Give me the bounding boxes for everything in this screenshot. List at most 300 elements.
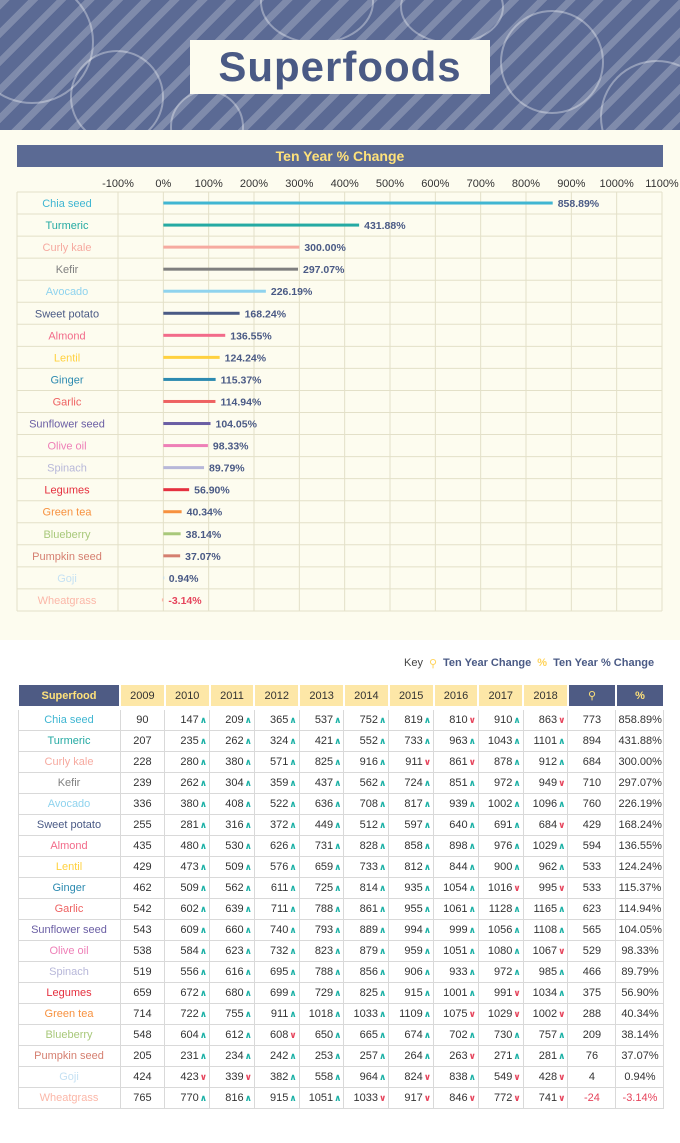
ten-year-change: -24 <box>568 1088 616 1109</box>
up-arrow-icon: ∧ <box>378 904 387 914</box>
year-value: 793 <box>314 924 334 936</box>
year-value: 462 <box>133 882 152 894</box>
year-value: 939 <box>449 798 468 810</box>
year-value: 449 <box>314 819 334 831</box>
year-value-cell <box>299 1046 344 1067</box>
year-value: 691 <box>494 819 513 831</box>
year-value-cell <box>434 1025 479 1046</box>
up-arrow-icon: ∧ <box>199 1093 208 1103</box>
up-arrow-icon: ∧ <box>513 736 521 746</box>
data-table <box>17 683 665 1109</box>
year-value-cell <box>523 899 568 920</box>
ten-year-change: 684 <box>568 752 616 773</box>
down-arrow-icon: ∨ <box>244 1072 252 1082</box>
column-header-superfood: Superfood <box>18 684 120 708</box>
key-change-label: Ten Year Change <box>443 657 532 669</box>
year-value-cell <box>478 899 523 920</box>
up-arrow-icon: ∧ <box>244 904 252 914</box>
down-arrow-icon: ∨ <box>558 883 566 893</box>
year-value: 659 <box>133 987 152 999</box>
up-arrow-icon: ∧ <box>513 841 521 851</box>
year-value: 612 <box>225 1029 244 1041</box>
bar <box>163 576 164 579</box>
year-value: 851 <box>449 777 468 789</box>
header-banner <box>0 0 680 130</box>
year-value-cell <box>254 731 299 752</box>
category-label: Curly kale <box>42 242 92 255</box>
year-value-cell <box>523 1004 568 1025</box>
year-value-cell <box>478 1088 523 1109</box>
year-value: 825 <box>314 756 334 768</box>
table-header-row <box>18 684 664 708</box>
bar-chart <box>0 170 680 615</box>
year-value: 1002 <box>487 798 513 810</box>
year-value: 636 <box>314 798 334 810</box>
year-value: 239 <box>133 777 152 789</box>
up-arrow-icon: ∧ <box>513 925 521 935</box>
up-arrow-icon: ∧ <box>423 1030 432 1040</box>
table-row <box>18 815 664 836</box>
year-value-cell <box>254 794 299 815</box>
year-value-cell <box>120 708 165 731</box>
year-value: 1043 <box>487 735 513 747</box>
year-value: 424 <box>133 1071 152 1083</box>
year-value: 1054 <box>443 882 468 894</box>
year-value: 819 <box>404 714 423 726</box>
up-arrow-icon: ∧ <box>558 862 566 872</box>
up-arrow-icon: ∧ <box>334 778 342 788</box>
year-value: 916 <box>359 756 378 768</box>
year-value-cell <box>254 815 299 836</box>
key-pct-label: Ten Year % Change <box>553 657 655 669</box>
year-value: 207 <box>133 735 152 747</box>
table-row <box>18 983 664 1004</box>
up-arrow-icon: ∧ <box>334 820 342 830</box>
up-arrow-icon: ∧ <box>378 1030 387 1040</box>
year-value: 234 <box>225 1050 244 1062</box>
year-value-cell <box>344 1025 389 1046</box>
year-value: 428 <box>538 1071 558 1083</box>
row-name: Turmeric <box>18 731 120 752</box>
year-value: 674 <box>404 1029 423 1041</box>
year-value-cell <box>344 878 389 899</box>
search-icon: ⚲ <box>587 690 596 702</box>
year-value-cell <box>254 708 299 731</box>
table-row <box>18 794 664 815</box>
year-value-cell <box>254 941 299 962</box>
up-arrow-icon: ∧ <box>199 736 208 746</box>
year-value: 659 <box>314 861 334 873</box>
year-value-cell <box>478 920 523 941</box>
up-arrow-icon: ∧ <box>423 862 432 872</box>
year-value: 90 <box>136 714 149 726</box>
year-value: 665 <box>359 1029 378 1041</box>
up-arrow-icon: ∧ <box>468 967 476 977</box>
year-value: 935 <box>404 882 423 894</box>
chart-title: Ten Year % Change <box>17 145 663 167</box>
year-value: 537 <box>314 714 334 726</box>
bar <box>163 532 180 535</box>
year-value-cell <box>165 794 210 815</box>
year-value: 480 <box>180 840 199 852</box>
year-value: 616 <box>225 966 244 978</box>
year-value-cell <box>434 899 479 920</box>
year-value-cell <box>523 878 568 899</box>
x-tick-label: 0% <box>155 178 172 190</box>
bar <box>163 378 215 381</box>
year-value: 1018 <box>308 1008 334 1020</box>
up-arrow-icon: ∧ <box>244 925 252 935</box>
column-header-year: 2018 <box>523 684 568 708</box>
up-arrow-icon: ∧ <box>244 1093 252 1103</box>
year-value-cell <box>254 920 299 941</box>
year-value: 380 <box>180 798 199 810</box>
year-value: 964 <box>359 1071 378 1083</box>
year-value-cell <box>434 1046 479 1067</box>
year-value: 949 <box>538 777 558 789</box>
down-arrow-icon: ∨ <box>468 1051 476 1061</box>
year-value-cell <box>389 794 434 815</box>
year-value-cell <box>478 1025 523 1046</box>
up-arrow-icon: ∧ <box>378 757 387 767</box>
up-arrow-icon: ∧ <box>468 925 476 935</box>
year-value-cell <box>210 708 255 731</box>
row-name: Blueberry <box>18 1025 120 1046</box>
category-label: Kefir <box>55 264 79 277</box>
year-value-cell <box>120 752 165 773</box>
year-value-cell <box>523 1046 568 1067</box>
year-value-cell <box>299 941 344 962</box>
year-value-cell <box>165 920 210 941</box>
year-value: 788 <box>314 903 334 915</box>
up-arrow-icon: ∧ <box>244 862 252 872</box>
year-value-cell <box>210 1067 255 1088</box>
year-value-cell <box>389 836 434 857</box>
up-arrow-icon: ∧ <box>513 1030 521 1040</box>
table-row <box>18 899 664 920</box>
year-value-cell <box>389 941 434 962</box>
bar <box>163 312 239 315</box>
year-value-cell <box>344 1067 389 1088</box>
year-value: 324 <box>270 735 289 747</box>
year-value-cell <box>434 962 479 983</box>
year-value-cell <box>389 920 434 941</box>
year-value: 814 <box>359 882 378 894</box>
data-label: 0.94% <box>168 572 199 585</box>
year-value-cell <box>299 878 344 899</box>
down-arrow-icon: ∨ <box>468 715 476 725</box>
year-value: 770 <box>180 1092 199 1104</box>
ten-year-pct-change: 115.37% <box>616 878 664 899</box>
year-value-cell <box>299 983 344 1004</box>
year-value-cell <box>120 794 165 815</box>
up-arrow-icon: ∧ <box>289 904 297 914</box>
up-arrow-icon: ∧ <box>468 862 476 872</box>
ten-year-pct-change: 431.88% <box>616 731 664 752</box>
year-value: 911 <box>270 1008 289 1020</box>
year-value-cell <box>165 941 210 962</box>
year-value-cell <box>478 752 523 773</box>
year-value-cell <box>478 962 523 983</box>
table-row <box>18 752 664 773</box>
year-value: 408 <box>225 798 244 810</box>
table-row <box>18 941 664 962</box>
year-value: 879 <box>359 945 378 957</box>
year-value-cell <box>120 815 165 836</box>
year-value: 912 <box>538 756 558 768</box>
up-arrow-icon: ∧ <box>244 988 252 998</box>
year-value: 972 <box>494 777 513 789</box>
data-label: 136.55% <box>230 330 272 343</box>
up-arrow-icon: ∧ <box>378 820 387 830</box>
year-value-cell <box>299 708 344 731</box>
year-value: 429 <box>133 861 152 873</box>
search-icon: ⚲ <box>428 657 438 670</box>
row-name: Green tea <box>18 1004 120 1025</box>
ten-year-pct-change: -3.14% <box>616 1088 664 1109</box>
year-value: 985 <box>538 966 558 978</box>
year-value-cell <box>254 1004 299 1025</box>
bar <box>163 246 299 249</box>
category-label: Pumpkin seed <box>32 550 102 563</box>
down-arrow-icon: ∨ <box>289 1030 297 1040</box>
up-arrow-icon: ∧ <box>244 757 252 767</box>
up-arrow-icon: ∧ <box>199 862 208 872</box>
year-value: 730 <box>494 1029 513 1041</box>
year-value-cell <box>523 1088 568 1109</box>
table-row <box>18 836 664 857</box>
year-value-cell <box>344 1046 389 1067</box>
year-value: 680 <box>225 987 244 999</box>
year-value: 729 <box>314 987 334 999</box>
up-arrow-icon: ∧ <box>423 967 432 977</box>
year-value-cell <box>478 815 523 836</box>
year-value: 917 <box>404 1092 423 1104</box>
year-value: 423 <box>180 1071 199 1083</box>
x-tick-label: 500% <box>375 178 405 190</box>
year-value-cell <box>165 708 210 731</box>
year-value-cell <box>523 815 568 836</box>
year-value: 752 <box>359 714 378 726</box>
year-value-cell <box>165 962 210 983</box>
year-value-cell <box>523 752 568 773</box>
up-arrow-icon: ∧ <box>334 1030 342 1040</box>
up-arrow-icon: ∧ <box>378 799 387 809</box>
data-label: 56.90% <box>194 484 230 497</box>
year-value-cell <box>434 708 479 731</box>
year-value: 889 <box>359 924 378 936</box>
up-arrow-icon: ∧ <box>558 988 566 998</box>
data-label: 37.07% <box>185 550 221 563</box>
year-value: 1096 <box>532 798 558 810</box>
year-value-cell <box>210 878 255 899</box>
year-value-cell <box>523 731 568 752</box>
up-arrow-icon: ∧ <box>199 904 208 914</box>
year-value-cell <box>344 836 389 857</box>
year-value-cell <box>299 1067 344 1088</box>
year-value-cell <box>299 1088 344 1109</box>
up-arrow-icon: ∧ <box>513 1051 521 1061</box>
year-value-cell <box>523 941 568 962</box>
ten-year-pct-change: 104.05% <box>616 920 664 941</box>
year-value: 731 <box>314 840 334 852</box>
year-value-cell <box>434 878 479 899</box>
bar <box>163 202 552 205</box>
year-value: 1002 <box>532 1008 558 1020</box>
row-name: Legumes <box>18 983 120 1004</box>
up-arrow-icon: ∧ <box>513 778 521 788</box>
year-value: 915 <box>270 1092 289 1104</box>
year-value-cell <box>523 962 568 983</box>
year-value: 824 <box>404 1071 423 1083</box>
up-arrow-icon: ∧ <box>378 946 387 956</box>
up-arrow-icon: ∧ <box>199 1030 208 1040</box>
year-value-cell <box>210 752 255 773</box>
year-value: 1108 <box>533 924 558 936</box>
year-value-cell <box>299 899 344 920</box>
row-name: Sunflower seed <box>18 920 120 941</box>
year-value-cell <box>254 773 299 794</box>
bar <box>163 400 215 403</box>
row-name: Almond <box>18 836 120 857</box>
up-arrow-icon: ∧ <box>468 946 476 956</box>
row-name: Avocado <box>18 794 120 815</box>
up-arrow-icon: ∧ <box>244 883 252 893</box>
year-value: 421 <box>314 735 334 747</box>
up-arrow-icon: ∧ <box>558 841 566 851</box>
year-value-cell <box>478 836 523 857</box>
ten-year-pct-change: 114.94% <box>616 899 664 920</box>
up-arrow-icon: ∧ <box>513 862 521 872</box>
up-arrow-icon: ∧ <box>334 1072 342 1082</box>
year-value-cell <box>523 983 568 1004</box>
year-value: 858 <box>404 840 423 852</box>
year-value: 724 <box>404 777 423 789</box>
up-arrow-icon: ∧ <box>378 1072 387 1082</box>
up-arrow-icon: ∧ <box>513 799 521 809</box>
down-arrow-icon: ∨ <box>558 778 566 788</box>
row-name: Sweet potato <box>18 815 120 836</box>
up-arrow-icon: ∧ <box>199 715 208 725</box>
bar <box>163 488 189 491</box>
bar <box>163 422 210 425</box>
year-value: 380 <box>225 756 244 768</box>
up-arrow-icon: ∧ <box>423 988 432 998</box>
year-value: 1016 <box>487 882 513 894</box>
year-value-cell <box>299 731 344 752</box>
up-arrow-icon: ∧ <box>244 715 252 725</box>
year-value-cell <box>344 731 389 752</box>
year-value-cell <box>344 983 389 1004</box>
year-value-cell <box>210 941 255 962</box>
ten-year-change: 533 <box>568 857 616 878</box>
year-value-cell <box>434 920 479 941</box>
data-label: 40.34% <box>186 506 223 519</box>
x-tick-label: 1000% <box>599 178 634 190</box>
table-row <box>18 773 664 794</box>
up-arrow-icon: ∧ <box>513 757 521 767</box>
year-value-cell <box>478 731 523 752</box>
year-value: 271 <box>494 1050 513 1062</box>
up-arrow-icon: ∧ <box>513 820 521 830</box>
year-value: 823 <box>314 945 334 957</box>
year-value: 1029 <box>532 840 558 852</box>
year-value: 147 <box>180 714 199 726</box>
year-value: 898 <box>449 840 468 852</box>
year-value-cell <box>523 1067 568 1088</box>
up-arrow-icon: ∧ <box>378 1051 387 1061</box>
x-tick-label: 200% <box>239 178 269 190</box>
up-arrow-icon: ∧ <box>334 736 342 746</box>
year-value: 972 <box>494 966 513 978</box>
year-value-cell <box>210 857 255 878</box>
year-value: 740 <box>270 924 289 936</box>
ten-year-pct-change: 37.07% <box>616 1046 664 1067</box>
year-value: 639 <box>225 903 244 915</box>
year-value: 562 <box>225 882 244 894</box>
year-value-cell <box>120 1067 165 1088</box>
year-value: 732 <box>270 945 289 957</box>
up-arrow-icon: ∧ <box>423 841 432 851</box>
column-header-year: 2012 <box>254 684 299 708</box>
year-value: 788 <box>314 966 334 978</box>
year-value: 1001 <box>443 987 468 999</box>
year-value-cell <box>254 752 299 773</box>
year-value: 437 <box>314 777 334 789</box>
year-value-cell <box>210 920 255 941</box>
data-label: 38.14% <box>185 528 222 541</box>
year-value-cell <box>434 815 479 836</box>
year-value: 1056 <box>487 924 513 936</box>
year-value: 861 <box>449 756 468 768</box>
year-value: 604 <box>180 1029 199 1041</box>
year-value: 280 <box>180 756 199 768</box>
year-value-cell <box>299 794 344 815</box>
year-value: 699 <box>270 987 289 999</box>
year-value-cell <box>165 773 210 794</box>
bar <box>163 334 225 337</box>
year-value: 695 <box>270 966 289 978</box>
up-arrow-icon: ∧ <box>423 799 432 809</box>
ten-year-change: 710 <box>568 773 616 794</box>
ten-year-change: 529 <box>568 941 616 962</box>
up-arrow-icon: ∧ <box>199 1009 208 1019</box>
year-value-cell <box>478 773 523 794</box>
up-arrow-icon: ∧ <box>558 799 566 809</box>
year-value-cell <box>523 920 568 941</box>
up-arrow-icon: ∧ <box>378 736 387 746</box>
category-label: Garlic <box>52 396 82 409</box>
year-value-cell <box>165 983 210 1004</box>
year-value: 725 <box>314 882 334 894</box>
up-arrow-icon: ∧ <box>334 967 342 977</box>
bar <box>163 224 359 227</box>
year-value: 1067 <box>532 945 558 957</box>
year-value-cell <box>165 1004 210 1025</box>
up-arrow-icon: ∧ <box>199 1051 208 1061</box>
year-value: 900 <box>494 861 513 873</box>
data-label: 114.94% <box>220 396 262 409</box>
year-value-cell <box>254 899 299 920</box>
ten-year-pct-change: 297.07% <box>616 773 664 794</box>
year-value: 856 <box>359 966 378 978</box>
ten-year-pct-change: 89.79% <box>616 962 664 983</box>
year-value: 810 <box>449 714 468 726</box>
up-arrow-icon: ∧ <box>423 1051 432 1061</box>
row-name: Wheatgrass <box>18 1088 120 1109</box>
data-label: 89.79% <box>209 462 245 475</box>
year-value-cell <box>523 708 568 731</box>
